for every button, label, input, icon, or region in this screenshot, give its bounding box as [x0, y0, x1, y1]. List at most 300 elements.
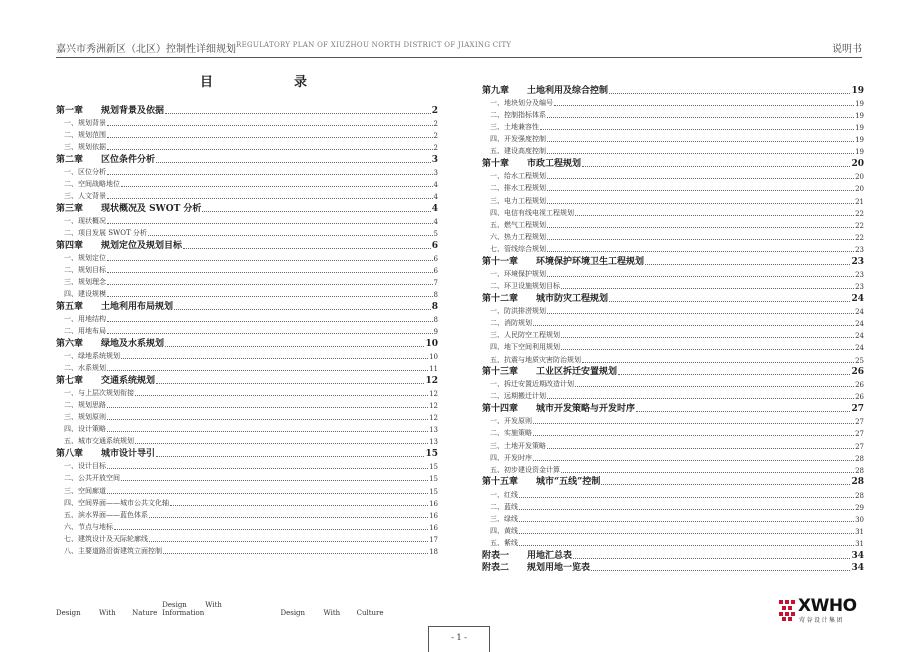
- header-rule: [56, 57, 862, 58]
- toc-chapter-entry[interactable]: [482, 475, 864, 488]
- toc-section-entry[interactable]: [56, 544, 438, 556]
- toc-entry-title: 第十三章 工业区拆迁安置规划: [482, 367, 618, 378]
- toc-chapter-entry[interactable]: [56, 336, 438, 349]
- dot-leader: [533, 434, 854, 436]
- toc-page-number: 15: [429, 463, 438, 472]
- toc-page-number: 31: [855, 528, 864, 537]
- motto-word: Culture: [356, 609, 384, 617]
- toc-entry-title: 一、规划定位: [64, 253, 106, 262]
- toc-section-entry[interactable]: [56, 398, 438, 410]
- toc-page-number: 24: [855, 307, 864, 316]
- toc-chapter-entry[interactable]: [482, 254, 864, 267]
- toc-page-number: 2: [433, 119, 438, 128]
- toc-entry-title: 二、远期搬迁计划: [490, 392, 546, 401]
- toc-page-number: 23: [855, 270, 864, 279]
- toc-section-entry[interactable]: [56, 532, 438, 544]
- logo-subtext: 莺谷设计集团: [799, 617, 845, 624]
- toc-page-number: 5: [433, 230, 438, 238]
- toc-section-entry[interactable]: [56, 287, 438, 299]
- document-title: 嘉兴市秀洲新区（北区）控制性详细规划: [56, 44, 236, 55]
- toc-entry-title: 八、主要道路沿街建筑立面控制: [64, 547, 162, 556]
- dot-leader: [519, 520, 854, 522]
- toc-section-entry[interactable]: [56, 459, 438, 471]
- toc-section-entry[interactable]: [56, 140, 438, 152]
- toc-entry-title: 一、地块划分及编号: [490, 98, 553, 107]
- toc-page-number: 6: [433, 254, 438, 263]
- toc-section-entry[interactable]: [482, 193, 864, 205]
- dot-leader: [121, 479, 428, 481]
- toc-page-number: 4: [433, 180, 438, 189]
- toc-section-entry[interactable]: [56, 361, 438, 373]
- toc-page-number: 20: [855, 173, 864, 182]
- toc-section-entry[interactable]: [56, 116, 438, 128]
- toc-section-entry[interactable]: [482, 389, 864, 401]
- toc-page-number: 23: [855, 283, 864, 292]
- toc-section-entry[interactable]: [56, 483, 438, 495]
- dot-leader: [107, 173, 433, 175]
- toc-page-number: 11: [429, 365, 438, 373]
- toc-chapter-entry[interactable]: [482, 401, 864, 414]
- toc-entry-title: 四、开发强度控制: [490, 135, 546, 144]
- toc-page-number: 27: [855, 442, 864, 451]
- dot-leader: [547, 189, 854, 191]
- toc-page-number: 2: [431, 105, 438, 116]
- toc-entry-title: 二、环卫设施规划目标: [490, 282, 560, 291]
- toc-section-entry[interactable]: [56, 251, 438, 263]
- toc-page-number: 27: [851, 403, 864, 414]
- dot-leader: [547, 250, 854, 252]
- motto-word: With: [323, 609, 341, 617]
- toc-section-entry[interactable]: [482, 279, 864, 291]
- toc-section-entry[interactable]: [56, 349, 438, 361]
- toc-page-number: 12: [429, 401, 438, 410]
- toc-section-entry[interactable]: [482, 120, 864, 132]
- dot-leader: [519, 508, 854, 510]
- dot-leader: [107, 124, 433, 126]
- toc-section-entry[interactable]: [56, 312, 438, 324]
- toc-section-entry[interactable]: [482, 352, 864, 364]
- toc-entry-title: 第八章 城市设计导引: [56, 448, 156, 459]
- toc-entry-title: 一、区位分析: [64, 167, 106, 176]
- toc-entry-title: 六、节点与地标: [64, 523, 113, 532]
- toc-entry-title: 六、热力工程规划: [490, 233, 546, 242]
- toc-section-entry[interactable]: [56, 508, 438, 520]
- toc-section-entry[interactable]: [56, 410, 438, 422]
- toc-entry-title: 第五章 土地利用布局规划: [56, 301, 174, 312]
- toc-page-number: 15: [429, 487, 438, 496]
- dot-leader: [575, 214, 854, 216]
- toc-page-number: 22: [855, 209, 864, 218]
- dot-leader: [107, 222, 433, 224]
- dot-leader: [165, 112, 431, 114]
- dot-leader: [609, 300, 850, 302]
- dot-leader: [202, 210, 430, 212]
- toc-section-entry[interactable]: [482, 438, 864, 450]
- toc-section-entry[interactable]: [482, 512, 864, 524]
- toc-page-number: 28: [855, 454, 864, 463]
- toc-entry-title: 第十五章 城市“五线”控制: [482, 477, 601, 488]
- footer-mottos: [56, 601, 390, 617]
- dot-leader: [582, 165, 850, 167]
- toc-page-number: 22: [855, 221, 864, 230]
- toc-section-entry[interactable]: [56, 434, 438, 446]
- dot-leader: [561, 471, 854, 473]
- toc-entry-title: 附表一 用地汇总表: [482, 550, 573, 561]
- logo-mark-icon: [778, 598, 796, 622]
- toc-section-entry[interactable]: [56, 226, 438, 238]
- toc-page-number: 24: [855, 344, 864, 353]
- dot-leader: [547, 275, 854, 277]
- toc-entry-title: 三、人文背景: [64, 192, 106, 201]
- toc-page-number: 25: [855, 356, 864, 365]
- toc-page-number: 2: [433, 131, 438, 140]
- toc-entry-title: 五、初步建设资金计算: [490, 465, 560, 474]
- toc-page-number: 27: [855, 418, 864, 427]
- toc-entry-title: 三、绿线: [490, 514, 518, 523]
- toc-entry-title: 二、规划思路: [64, 400, 106, 409]
- toc-entry-title: 五、燃气工程规划: [490, 220, 546, 229]
- toc-section-entry[interactable]: [482, 144, 864, 156]
- dot-leader: [582, 361, 854, 363]
- toc-section-entry[interactable]: [482, 524, 864, 536]
- toc-entry-title: 第一章 规划背景及依据: [56, 105, 165, 116]
- toc-entry-title: 五、滨水界面——蓝色体系: [64, 510, 148, 519]
- dot-leader: [554, 104, 854, 106]
- dot-leader: [107, 332, 433, 334]
- toc-section-entry[interactable]: [56, 189, 438, 201]
- dot-leader: [591, 569, 850, 571]
- dot-leader: [156, 382, 424, 384]
- toc-page-number: 9: [433, 328, 438, 337]
- toc-page-number: 24: [855, 332, 864, 341]
- toc-entry-title: 五、城市交通系统规划: [64, 437, 134, 446]
- toc-page-number: 10: [425, 338, 438, 349]
- dot-leader: [148, 234, 433, 236]
- dot-leader: [561, 287, 854, 289]
- toc-chapter-entry[interactable]: [482, 561, 864, 574]
- dot-leader: [575, 385, 854, 387]
- toc-page-number: 26: [851, 367, 864, 378]
- motto-culture: [280, 609, 390, 617]
- toc-page-number: 28: [855, 466, 864, 475]
- toc-section-entry[interactable]: [56, 214, 438, 226]
- toc-page-number: 16: [429, 511, 438, 520]
- toc-page-number: 28: [855, 491, 864, 500]
- dot-leader: [561, 336, 854, 338]
- toc-section-entry[interactable]: [56, 520, 438, 532]
- toc-entry-title: 二、蓝线: [490, 502, 518, 511]
- dot-leader: [170, 504, 428, 506]
- toc-entry-title: 第七章 交通系统规划: [56, 375, 156, 386]
- toc-entry-title: 二、用地布局: [64, 327, 106, 336]
- toc-page-number: 15: [425, 448, 438, 459]
- toc-page-number: 26: [855, 393, 864, 402]
- motto-word: With: [99, 609, 116, 617]
- toc-entry-title: 七、建筑设计及天际轮廓线: [64, 535, 148, 544]
- toc-chapter-entry[interactable]: [56, 201, 438, 214]
- toc-page-number: 6: [431, 240, 438, 251]
- dot-leader: [107, 492, 428, 494]
- toc-page-number: 29: [855, 503, 864, 512]
- toc-section-entry[interactable]: [482, 169, 864, 181]
- toc-section-entry[interactable]: [56, 263, 438, 275]
- toc-section-entry[interactable]: [56, 128, 438, 140]
- toc-page-number: 3: [433, 168, 438, 177]
- toc-chapter-entry[interactable]: [482, 291, 864, 304]
- toc-section-entry[interactable]: [482, 328, 864, 340]
- dot-leader: [519, 544, 854, 546]
- toc-entry-title: 四、设计策略: [64, 425, 106, 434]
- toc-entry-title: 二、规划范围: [64, 130, 106, 139]
- toc-section-entry[interactable]: [482, 132, 864, 144]
- toc-section-entry[interactable]: [482, 206, 864, 218]
- toc-entry-title: 一、给水工程规划: [490, 172, 546, 181]
- toc-section-entry[interactable]: [56, 422, 438, 434]
- toc-entry-title: 四、地下空间利用规划: [490, 343, 560, 352]
- dot-leader: [107, 259, 433, 261]
- toc-entry-title: 四、空间界面——城市公共文化轴: [64, 498, 169, 507]
- toc-entry-title: 三、土地开发策略: [490, 441, 546, 450]
- toc-page-number: 7: [433, 279, 438, 288]
- toc-page-number: 28: [851, 477, 864, 488]
- toc-page-number: 22: [855, 234, 864, 243]
- dot-leader: [107, 369, 428, 371]
- toc-entry-title: 第十章 市政工程规划: [482, 158, 582, 169]
- dot-leader: [601, 483, 850, 485]
- toc-entry-title: 一、拆迁安置近期改造计划: [490, 380, 574, 389]
- toc-entry-title: 五、抗震与地质灾害防治规划: [490, 355, 581, 364]
- toc-chapter-entry[interactable]: [482, 548, 864, 561]
- toc-entry-title: 第四章 规划定位及规划目标: [56, 240, 183, 251]
- toc-page-number: 18: [429, 548, 438, 557]
- toc-section-entry[interactable]: [482, 267, 864, 279]
- toc-page-number: 8: [433, 315, 438, 324]
- dot-leader: [107, 283, 433, 285]
- dot-leader: [609, 92, 850, 94]
- toc-page-number: 19: [855, 111, 864, 120]
- toc-page-number: 15: [429, 475, 438, 484]
- toc-entry-title: 一、环境保护规划: [490, 269, 546, 278]
- toc-section-entry[interactable]: [482, 108, 864, 120]
- toc-left-column: [56, 103, 438, 556]
- toc-section-entry[interactable]: [56, 471, 438, 483]
- toc-page-number: 34: [851, 550, 864, 561]
- toc-page-number: 12: [425, 375, 438, 386]
- toc-section-entry[interactable]: [56, 386, 438, 398]
- dot-leader: [149, 540, 428, 542]
- dot-leader: [533, 422, 854, 424]
- dot-leader: [519, 496, 854, 498]
- toc-section-entry[interactable]: [482, 414, 864, 426]
- toc-page-number: 20: [855, 185, 864, 194]
- toc-entry-title: 一、绿地系统规划: [64, 351, 120, 360]
- toc-page-number: 16: [429, 524, 438, 533]
- toc-chapter-entry[interactable]: [482, 365, 864, 378]
- toc-page-number: 8: [433, 291, 438, 300]
- toc-chapter-entry[interactable]: [482, 83, 864, 96]
- toc-entry-title: 五、紫线: [490, 539, 518, 548]
- toc-entry-title: 二、实施策略: [490, 429, 532, 438]
- dot-leader: [156, 455, 424, 457]
- dot-leader: [618, 373, 850, 375]
- toc-section-entry[interactable]: [482, 451, 864, 463]
- toc-section-entry[interactable]: [482, 316, 864, 328]
- toc-page-number: 34: [851, 563, 864, 574]
- dot-leader: [540, 128, 854, 130]
- motto-word: Design: [56, 609, 81, 617]
- toc-chapter-entry[interactable]: [56, 103, 438, 116]
- toc-entry-title: 二、项目发展 SWOT 分析: [64, 229, 147, 237]
- toc-chapter-entry[interactable]: [56, 373, 438, 386]
- toc-chapter-entry[interactable]: [56, 238, 438, 251]
- toc-section-entry[interactable]: [482, 218, 864, 230]
- toc-entry-title: 第二章 区位条件分析: [56, 154, 156, 165]
- logo-text: XWHO: [798, 596, 857, 616]
- toc-entry-title: 二、排水工程规划: [490, 184, 546, 193]
- toc-entry-title: 附表二 规划用地一览表: [482, 563, 591, 574]
- toc-chapter-entry[interactable]: [56, 446, 438, 459]
- dot-leader: [165, 345, 424, 347]
- toc-entry-title: 三、土地兼容性: [490, 123, 539, 132]
- toc-page-number: 6: [433, 266, 438, 275]
- dot-leader: [547, 238, 854, 240]
- toc-page-number: 24: [855, 320, 864, 328]
- toc-chapter-entry[interactable]: [56, 299, 438, 312]
- dot-leader: [519, 532, 854, 534]
- toc-entry-title: 三、人民防空工程规划: [490, 331, 560, 340]
- toc-section-entry[interactable]: [56, 275, 438, 287]
- toc-entry-title: 一、设计目标: [64, 462, 106, 471]
- toc-entry-title: 一、现状概况: [64, 216, 106, 225]
- dot-leader: [135, 394, 428, 396]
- dot-leader: [107, 430, 428, 432]
- toc-entry-title: 三、电力工程规划: [490, 196, 546, 205]
- toc-entry-title: 五、建设高度控制: [490, 147, 546, 156]
- dot-leader: [174, 308, 431, 310]
- toc-section-entry[interactable]: [482, 242, 864, 254]
- toc-page-number: 12: [429, 414, 438, 423]
- toc-entry-title: 四、电信有线电视工程规划: [490, 208, 574, 217]
- toc-page-number: 19: [851, 85, 864, 96]
- toc-page-number: 20: [851, 158, 864, 169]
- toc-page-number: 23: [851, 256, 864, 267]
- toc-page-number: 23: [855, 246, 864, 255]
- dot-leader: [107, 467, 428, 469]
- toc-entry-title: 三、规划依据: [64, 143, 106, 152]
- toc-section-entry[interactable]: [482, 500, 864, 512]
- toc-page-number: 4: [431, 203, 438, 214]
- dot-leader: [149, 516, 428, 518]
- toc-entry-title: 第九章 土地利用及综合控制: [482, 85, 609, 96]
- dot-leader: [547, 226, 854, 228]
- toc-section-entry[interactable]: [482, 377, 864, 389]
- document-type: 说明书: [832, 44, 862, 55]
- dot-leader: [547, 152, 854, 154]
- toc-entry-title: 七、管线综合规划: [490, 245, 546, 254]
- dot-leader: [107, 295, 433, 297]
- toc-entry-title: 二、消防规划: [490, 319, 532, 327]
- toc-section-entry[interactable]: [482, 426, 864, 438]
- toc-entry-title: 一、防洪排涝规划: [490, 306, 546, 315]
- dot-leader: [135, 442, 428, 444]
- dot-leader: [107, 136, 433, 138]
- dot-leader: [561, 348, 854, 350]
- toc-section-entry[interactable]: [482, 181, 864, 193]
- dot-leader: [121, 185, 433, 187]
- toc-page-number: 26: [855, 381, 864, 390]
- dot-leader: [121, 357, 428, 359]
- dot-leader: [107, 197, 433, 199]
- dot-leader: [107, 406, 428, 408]
- dot-leader: [547, 312, 854, 314]
- toc-section-entry[interactable]: [482, 304, 864, 316]
- toc-entry-title: 一、用地结构: [64, 314, 106, 323]
- toc-section-entry[interactable]: [56, 177, 438, 189]
- page-header: [56, 40, 862, 54]
- dot-leader: [547, 177, 854, 179]
- toc-section-entry[interactable]: [482, 96, 864, 108]
- dot-leader: [645, 263, 850, 265]
- dot-leader: [533, 324, 854, 326]
- motto-word: Information: [162, 609, 205, 617]
- toc-section-entry[interactable]: [482, 463, 864, 475]
- toc-right-column: [482, 83, 864, 573]
- toc-page-number: 27: [855, 430, 864, 439]
- document-title-en: REGULATORY PLAN OF XIUZHOU NORTH DISTRICT OF JIAXING CITY: [236, 41, 512, 49]
- toc-section-entry[interactable]: [56, 496, 438, 508]
- dot-leader: [156, 161, 431, 163]
- toc-section-entry[interactable]: [56, 165, 438, 177]
- toc-section-entry[interactable]: [56, 324, 438, 336]
- toc-page-number: 12: [429, 389, 438, 398]
- toc-section-entry[interactable]: [482, 487, 864, 499]
- motto-word: Nature: [132, 609, 158, 617]
- toc-chapter-entry[interactable]: [56, 152, 438, 165]
- company-logo: [778, 598, 864, 624]
- toc-entry-title: 第十一章 环境保护环境卫生工程规划: [482, 256, 645, 267]
- toc-entry-title: 四、建设规模: [64, 290, 106, 299]
- toc-page-number: 19: [855, 148, 864, 157]
- toc-chapter-entry[interactable]: [482, 156, 864, 169]
- toc-page-number: 24: [851, 293, 864, 304]
- toc-section-entry[interactable]: [482, 340, 864, 352]
- toc-section-entry[interactable]: [482, 536, 864, 548]
- toc-section-entry[interactable]: [482, 230, 864, 242]
- toc-entry-title: 一、开发原则: [490, 417, 532, 426]
- toc-entry-title: 三、规划理念: [64, 278, 106, 287]
- toc-page-number: 19: [855, 99, 864, 108]
- toc-entry-title: 第六章 绿地及水系规划: [56, 338, 165, 349]
- dot-leader: [107, 271, 433, 273]
- toc-page-number: 21: [855, 197, 864, 206]
- toc-page-number: 17: [429, 536, 438, 545]
- dot-leader: [573, 557, 850, 559]
- toc-page-number: 4: [433, 193, 438, 202]
- dot-leader: [107, 320, 433, 322]
- toc-entry-title: 三、规划原则: [64, 413, 106, 422]
- motto-nature: [56, 609, 160, 617]
- toc-entry-title: 二、空间战略地位: [64, 179, 120, 188]
- motto-word: With: [205, 601, 222, 609]
- dot-leader: [183, 247, 431, 249]
- toc-heading: 目 录: [200, 75, 342, 90]
- motto-information: [162, 601, 278, 617]
- dot-leader: [547, 116, 854, 118]
- toc-entry-title: 一、红线: [490, 490, 518, 499]
- toc-page-number: 3: [431, 154, 438, 165]
- toc-entry-title: 一、规划背景: [64, 118, 106, 127]
- dot-leader: [107, 148, 433, 150]
